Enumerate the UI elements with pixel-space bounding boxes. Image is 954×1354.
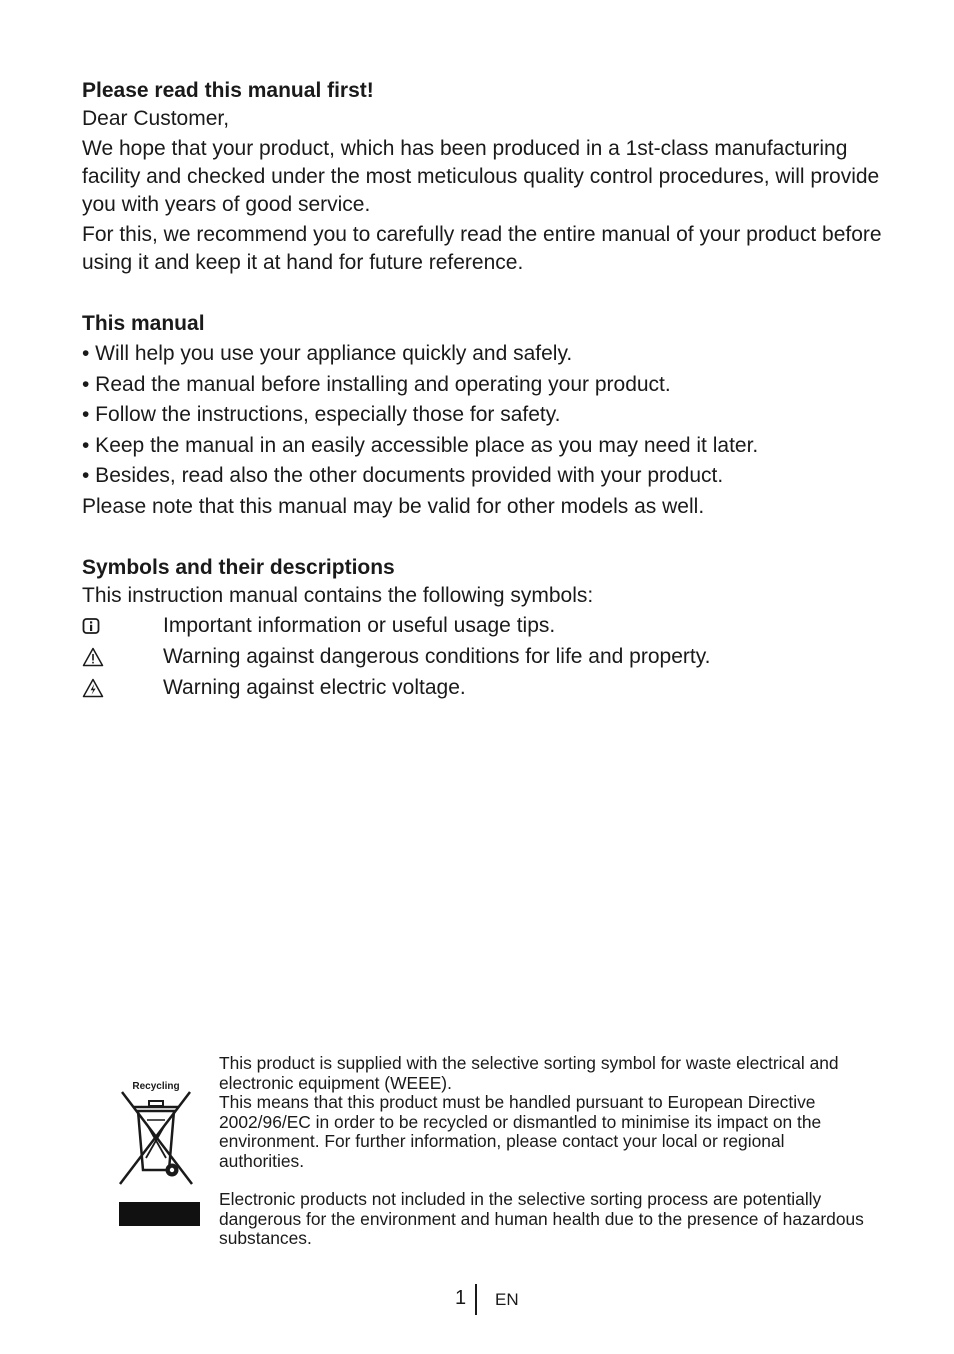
weee-paragraph-1a: This product is supplied with the selective sorting symbol for waste electrical and electronic equipment (WEEE). [219, 1053, 839, 1093]
page-number: 1 [455, 1287, 467, 1309]
electric-warning-icon [82, 678, 163, 698]
symbol-row-warning [82, 641, 882, 672]
symbol-electric-text: Warning against electric voltage. [163, 675, 466, 699]
warning-icon [82, 647, 163, 667]
weee-text [219, 1054, 869, 1249]
symbol-warning-text: Warning against dangerous conditions for life and property. [163, 644, 711, 668]
symbols-heading: Symbols and their descriptions [82, 556, 395, 579]
manual-bullet-1: • Will help you use your appliance quickly and safely. [82, 342, 573, 365]
page-footer [0, 1284, 954, 1316]
this-manual-heading: This manual [82, 312, 205, 335]
info-icon [82, 617, 163, 635]
main-content [82, 77, 882, 703]
greeting: Dear Customer, [82, 107, 230, 130]
symbol-row-info [82, 610, 882, 641]
manual-bullet-5: • Besides, read also the other documents provided with your product. [82, 464, 724, 487]
manual-note: Please note that this manual may be valid for other models as well. [82, 494, 705, 518]
intro-paragraph-2: For this, we recommend you to carefully read the entire manual of your product before using it and keep it at hand for future reference. [82, 223, 882, 274]
intro-heading: Please read this manual first! [82, 79, 374, 102]
weee-paragraph-2: Electronic products not included in the selective sorting process are potentially dangerous for the environment and human health due to the presence of hazardous substances. [219, 1189, 864, 1248]
symbols-section [82, 554, 882, 703]
recycling-label: Recycling [132, 1081, 180, 1092]
logo-black-bar [119, 1202, 200, 1226]
footer-divider [475, 1284, 477, 1315]
symbol-info-text: Important information or useful usage tips. [163, 613, 556, 637]
intro-paragraph-1: We hope that your product, which has been produced in a 1st-class manufacturing facility and checked under the most meticulous quality control procedures, will provide you with years of good service. [82, 137, 880, 216]
recycling-logo [116, 1078, 204, 1228]
crossed-bin-icon [120, 1092, 192, 1184]
manual-bullet-3: • Follow the instructions, especially those for safety. [82, 403, 561, 426]
manual-bullet-4: • Keep the manual in an easily accessible place as you may need it later. [82, 433, 759, 457]
language-code: EN [495, 1290, 519, 1309]
weee-paragraph-1b: This means that this product must be handled pursuant to European Directive 2002/96/EC in order to be recycled or dismantled to minimise its impact on the environment. For further information, please contact your local or regional authorities. [219, 1092, 822, 1171]
symbols-intro: This instruction manual contains the following symbols: [82, 584, 594, 607]
this-manual-section [82, 310, 882, 521]
manual-bullet-2: • Read the manual before installing and operating your product. [82, 372, 671, 396]
symbol-row-electric [82, 672, 882, 703]
